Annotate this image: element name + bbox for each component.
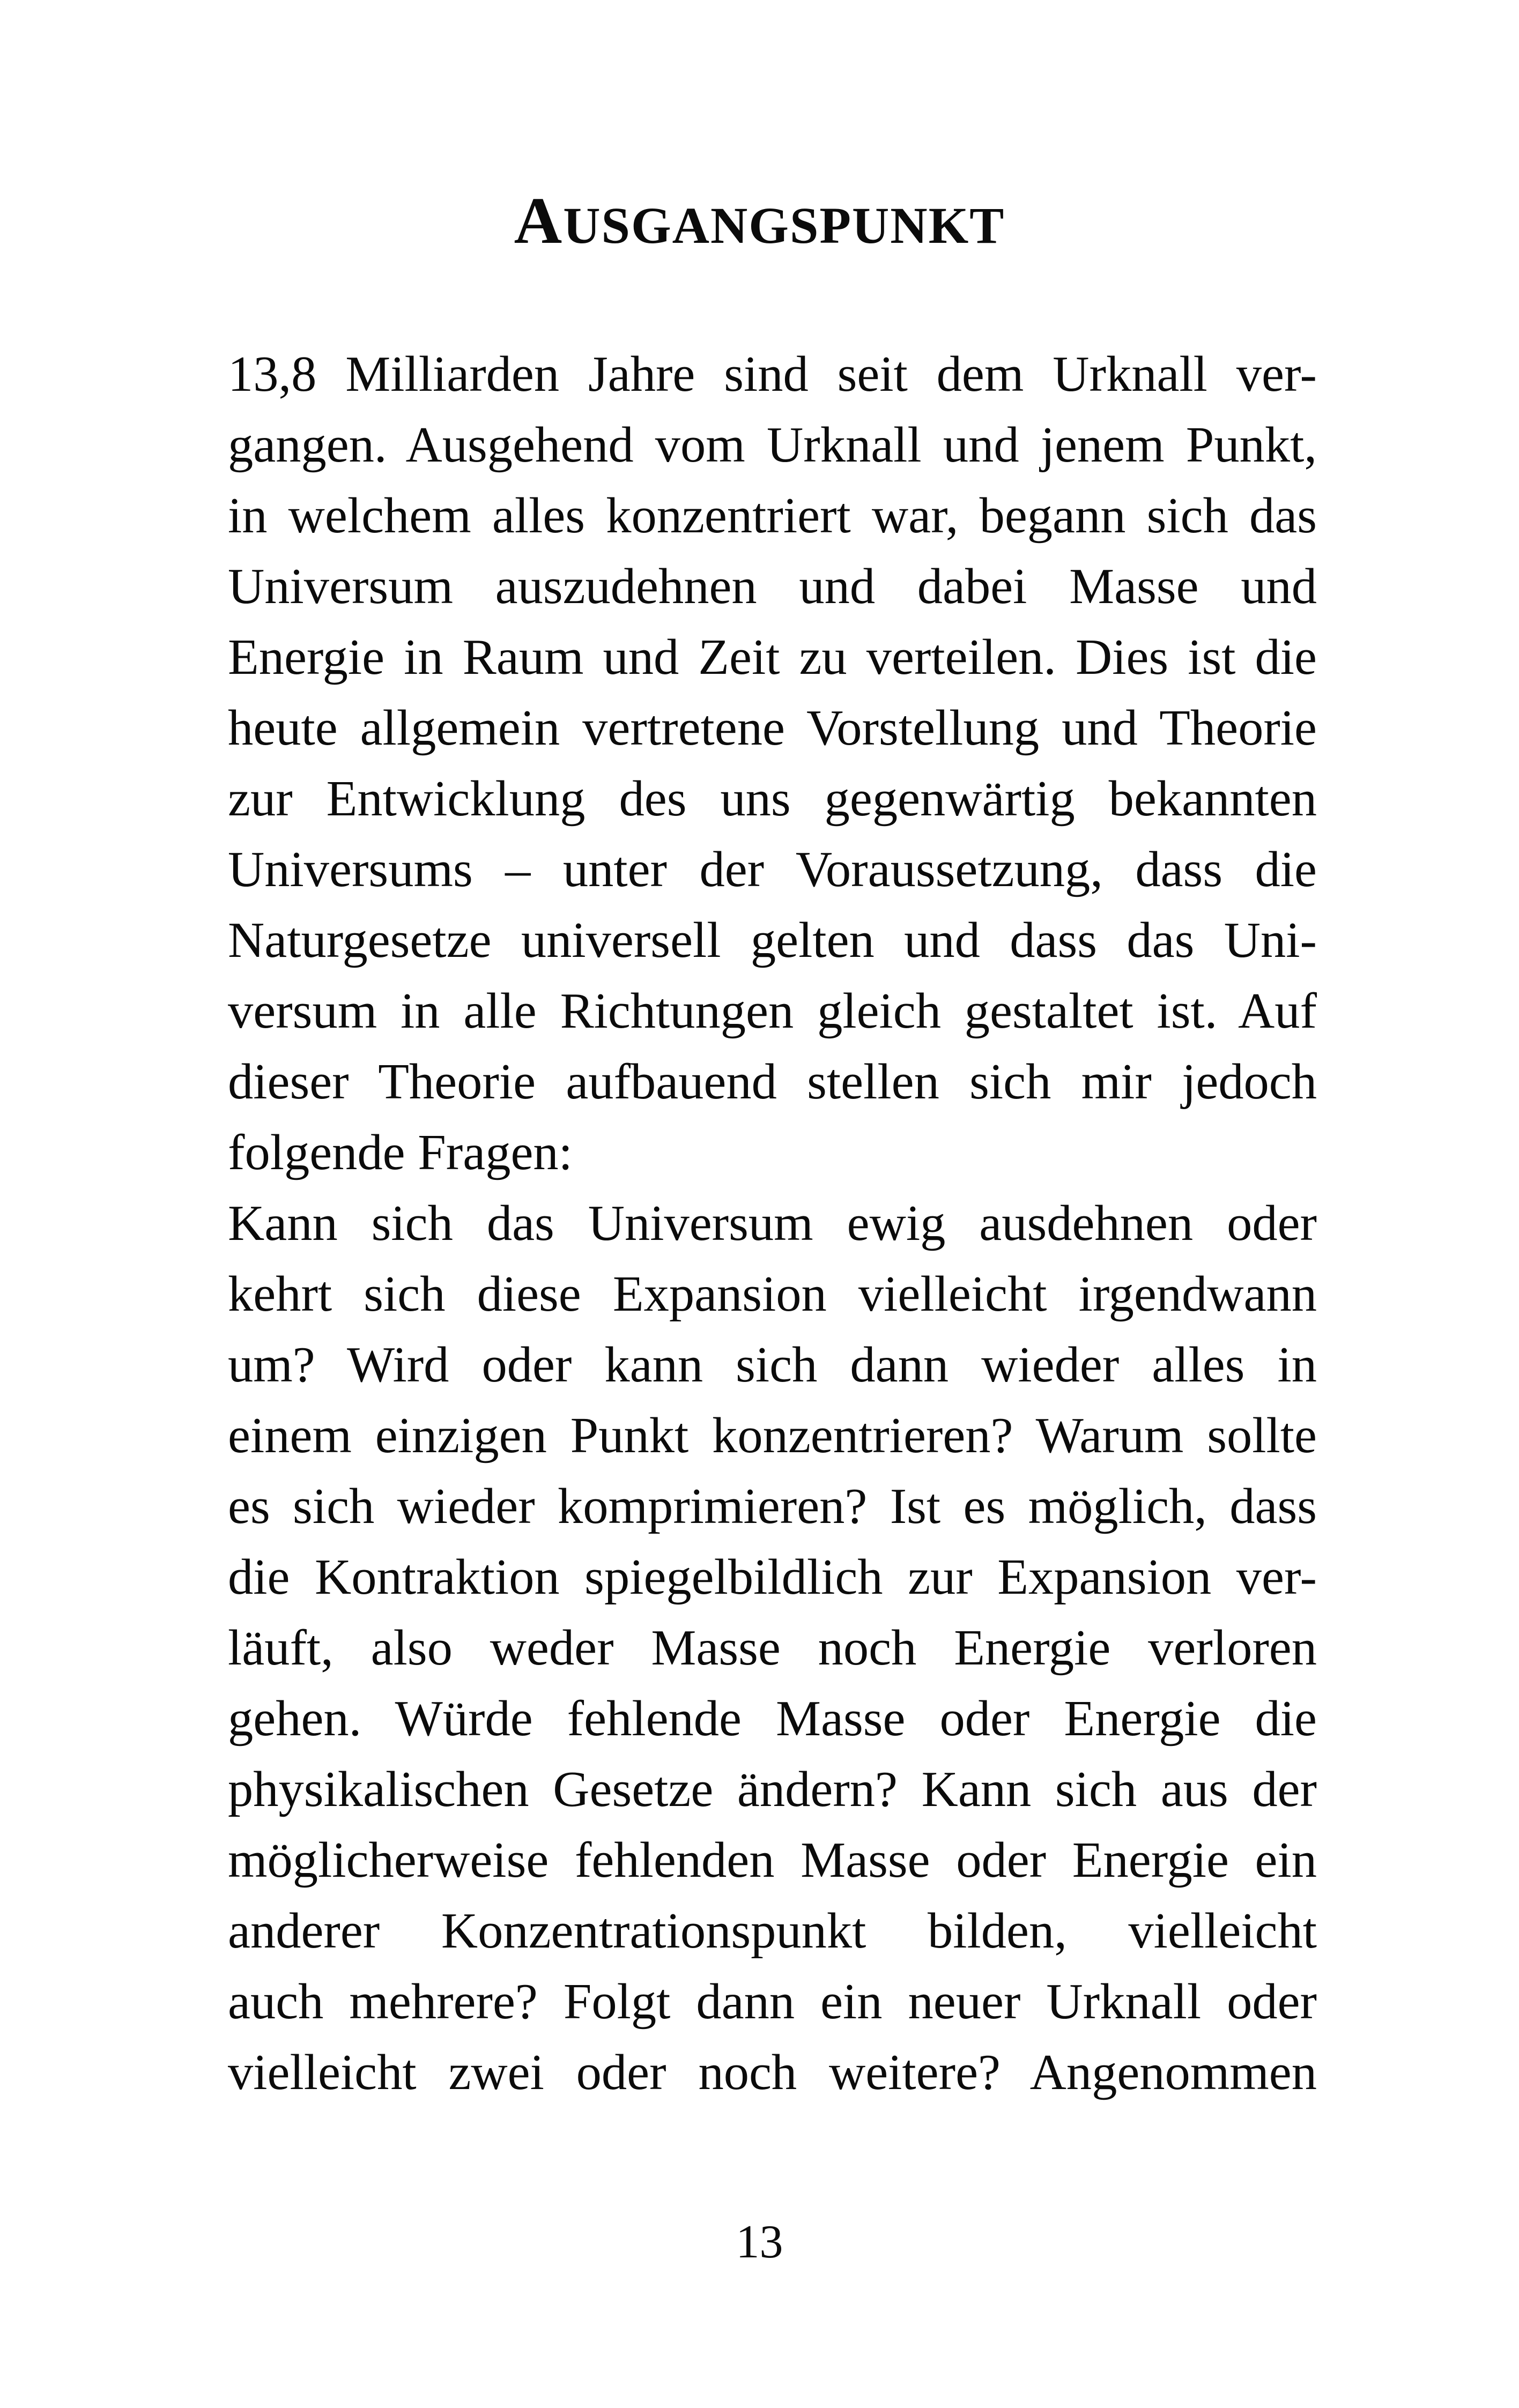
text-line: gehen. Würde fehlende Masse oder Energie die [228, 1691, 1317, 1746]
body-text [228, 339, 1317, 2108]
text-line: gangen. Ausgehend vom Urknall und jenem Punkt, [228, 417, 1317, 473]
text-line: anderer Konzentrationspunkt bilden, vielleicht [228, 1903, 1317, 1959]
text-line: heute allgemein vertretene Vorstellung und Theorie [228, 700, 1317, 756]
text-line: Naturgesetze universell gelten und dass das Uni- [228, 912, 1317, 968]
text-line: um? Wird oder kann sich dann wieder alles in [228, 1337, 1317, 1393]
chapter-title [0, 184, 1519, 258]
page-number: 13 [736, 2216, 783, 2268]
text-line: Energie in Raum und Zeit zu verteilen. Dies ist die [228, 629, 1317, 685]
chapter-title-initial: A [514, 184, 564, 257]
text-line: physikalischen Gesetze ändern? Kann sich aus der [228, 1762, 1317, 1817]
text-line: einem einzigen Punkt konzentrieren? Warum sollte [228, 1408, 1317, 1463]
text-line: auch mehrere? Folgt dann ein neuer Urknall oder [228, 1974, 1317, 2030]
text-line: in welchem alles konzentriert war, begann sich das [228, 488, 1317, 544]
text-line: läuft, also weder Masse noch Energie verloren [228, 1620, 1317, 1676]
text-line: versum in alle Richtungen gleich gestaltet ist. Auf [228, 983, 1317, 1039]
text-line: kehrt sich diese Expansion vielleicht irgendwann [228, 1266, 1317, 1322]
text-line: Kann sich das Universum ewig ausdehnen oder [228, 1195, 1317, 1251]
text-line: dieser Theorie aufbauend stellen sich mir jedoch [228, 1054, 1317, 1110]
text-line: 13,8 Milliarden Jahre sind seit dem Urknall ver- [228, 346, 1317, 402]
text-line: möglicherweise fehlenden Masse oder Energie ein [228, 1832, 1317, 1888]
text-line: vielleicht zwei oder noch weitere? Angenommen [228, 2045, 1317, 2100]
text-line: es sich wieder komprimieren? Ist es möglich, dass [228, 1478, 1317, 1534]
text-line: folgende Fragen: [228, 1125, 573, 1180]
text-line: zur Entwicklung des uns gegenwärtig bekannten [228, 771, 1317, 827]
text-line: Universum auszudehnen und dabei Masse und [228, 559, 1317, 614]
text-line: die Kontraktion spiegelbildlich zur Expansion ver- [228, 1549, 1317, 1605]
chapter-title-rest: USGANGSPUNKT [563, 197, 1005, 254]
text-line: Universums – unter der Voraussetzung, dass die [228, 842, 1317, 897]
